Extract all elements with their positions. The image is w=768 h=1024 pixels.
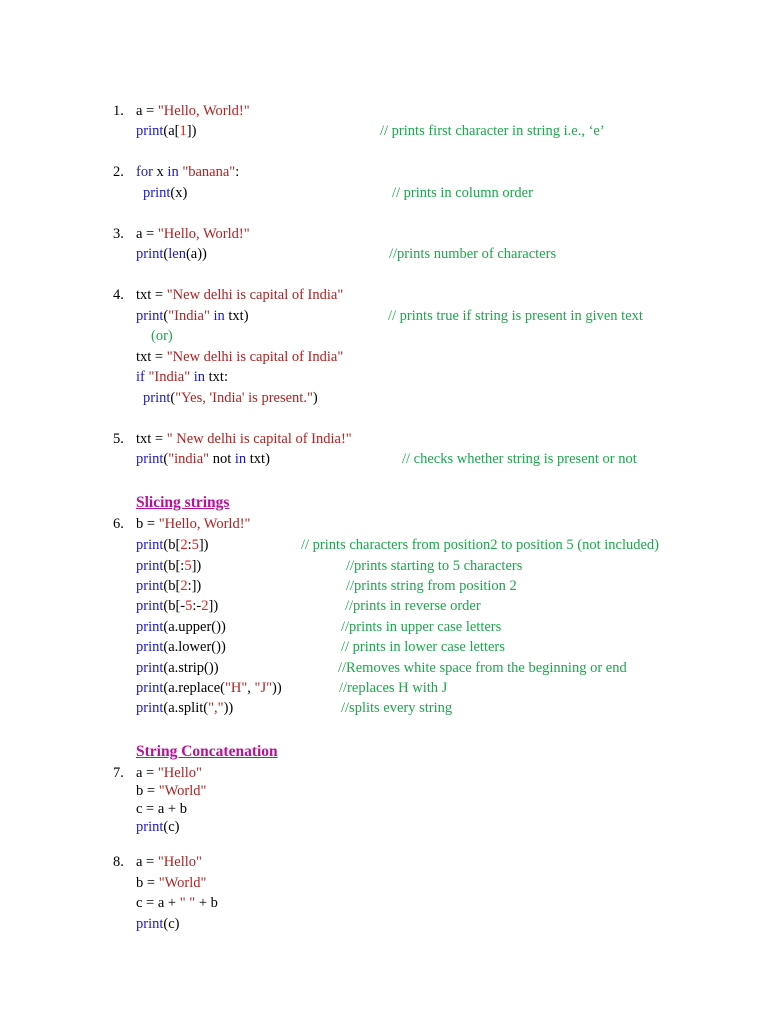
- code-token: (or): [151, 328, 173, 344]
- code-token: "World": [158, 783, 207, 799]
- code-token: print: [136, 308, 164, 324]
- code-line: [136, 853, 202, 871]
- code-token: ): [312, 390, 318, 406]
- code-token: (a.upper()): [163, 619, 226, 635]
- code-token: print: [136, 451, 164, 467]
- code-line: [136, 638, 226, 656]
- code-token: "Hello, World!": [157, 226, 250, 242]
- code-token: print: [143, 390, 171, 406]
- code-token: "H": [224, 680, 248, 696]
- code-comment: //prints in reverse order: [345, 598, 481, 614]
- code-token: in: [213, 308, 225, 324]
- code-token: for: [136, 164, 153, 180]
- code-token: )): [272, 680, 282, 696]
- code-token: ",": [208, 700, 224, 716]
- code-token: " New delhi is capital of India!": [166, 431, 352, 447]
- code-comment: // prints first character in string i.e., ‘e’: [380, 123, 605, 139]
- code-token: print: [136, 639, 164, 655]
- code-token: ]): [208, 598, 219, 614]
- code-token: print: [136, 680, 164, 696]
- section-heading: String Concatenation: [136, 743, 278, 760]
- code-token: print: [136, 660, 164, 676]
- code-token: (c): [163, 819, 180, 835]
- code-token: print: [136, 558, 164, 574]
- code-token: a =: [136, 103, 158, 119]
- code-comment: //prints number of characters: [389, 246, 557, 262]
- code-line: [136, 874, 206, 892]
- code-line: [136, 245, 207, 263]
- code-line: [136, 764, 202, 782]
- code-token: (c): [163, 916, 180, 932]
- code-token: print: [136, 619, 164, 635]
- code-token: print: [136, 700, 164, 716]
- code-token: a =: [136, 226, 158, 242]
- code-token: (a)): [185, 246, 207, 262]
- code-line: [136, 915, 179, 933]
- code-token: (: [163, 308, 169, 324]
- code-token: print: [136, 246, 164, 262]
- item-number: 3.: [113, 226, 124, 242]
- code-line: [136, 307, 249, 325]
- code-token: txt): [246, 451, 270, 467]
- code-token: (a.replace(: [163, 680, 225, 696]
- code-line: [136, 515, 250, 533]
- code-line: [136, 557, 201, 575]
- code-line: [136, 818, 179, 836]
- code-token: 5: [191, 537, 199, 553]
- item-number: 1.: [113, 103, 124, 119]
- code-token: (: [170, 390, 176, 406]
- code-line: [136, 225, 250, 243]
- code-token: ]): [186, 123, 197, 139]
- code-token: "banana": [182, 164, 236, 180]
- code-token: "J": [254, 680, 273, 696]
- item-number: 2.: [113, 164, 124, 180]
- code-token: (b[: [163, 578, 181, 594]
- code-token: in: [193, 369, 206, 385]
- code-comment: // checks whether string is present or not: [402, 451, 637, 467]
- code-token: a =: [136, 765, 158, 781]
- code-token: ]): [198, 537, 209, 553]
- code-line: [136, 618, 226, 636]
- code-line: [151, 327, 173, 345]
- code-token: (x): [170, 185, 188, 201]
- code-line: [136, 699, 233, 717]
- code-token: a =: [136, 854, 158, 870]
- item-number: 6.: [113, 516, 124, 532]
- code-token: :]): [187, 578, 202, 594]
- code-line: [136, 450, 270, 468]
- code-token: c = a +: [136, 895, 180, 911]
- code-line: [136, 122, 196, 140]
- code-token: print: [136, 123, 164, 139]
- code-token: in: [167, 164, 179, 180]
- code-line: [136, 577, 201, 595]
- code-line: [136, 800, 187, 818]
- code-token: txt): [224, 308, 249, 324]
- code-token: not: [209, 451, 235, 467]
- code-token: "Hello": [157, 765, 202, 781]
- code-token: "New delhi is capital of India": [166, 287, 344, 303]
- code-comment: //prints string from position 2: [346, 578, 517, 594]
- code-comment: // prints in column order: [392, 185, 533, 201]
- code-token: "India": [168, 308, 210, 324]
- code-token: b =: [136, 516, 159, 532]
- code-comment: //prints starting to 5 characters: [346, 558, 523, 574]
- code-token: "World": [158, 875, 207, 891]
- code-line: [136, 163, 239, 181]
- code-token: txt =: [136, 431, 167, 447]
- code-token: :-: [192, 598, 202, 614]
- code-token: c = a + b: [136, 801, 187, 817]
- code-token: 2: [201, 598, 209, 614]
- code-token: print: [136, 537, 164, 553]
- code-token: (b[-: [163, 598, 186, 614]
- code-token: txt =: [136, 349, 167, 365]
- code-token: 5: [184, 558, 192, 574]
- code-line: [136, 430, 352, 448]
- section-heading: Slicing strings: [136, 494, 230, 511]
- code-comment: // prints characters from position2 to position 5 (not included): [301, 537, 660, 553]
- code-token: in: [234, 451, 247, 467]
- code-token: ]): [191, 558, 202, 574]
- code-line: [136, 597, 218, 615]
- code-token: (: [163, 246, 169, 262]
- code-comment: //Removes white space from the beginning or end: [338, 660, 627, 676]
- code-token: b =: [136, 875, 159, 891]
- code-token: :: [235, 164, 240, 180]
- code-token: "Hello": [157, 854, 202, 870]
- item-number: 7.: [113, 765, 124, 781]
- code-token: print: [143, 185, 171, 201]
- code-token: x: [152, 164, 168, 180]
- code-token: b =: [136, 783, 159, 799]
- code-comment: //prints in upper case letters: [341, 619, 502, 635]
- code-line: [136, 102, 250, 120]
- code-line: [136, 536, 209, 554]
- code-token: (b[: [163, 537, 181, 553]
- code-token: (a[: [163, 123, 180, 139]
- code-line: [143, 184, 187, 202]
- code-comment: //splits every string: [341, 700, 453, 716]
- code-token: (a.split(: [163, 700, 209, 716]
- code-token: ,: [247, 680, 255, 696]
- code-token: txt:: [205, 369, 228, 385]
- code-token: (: [163, 451, 169, 467]
- code-token: "Hello, World!": [157, 103, 250, 119]
- code-token: "india": [168, 451, 210, 467]
- code-line: [136, 679, 282, 697]
- code-token: (a.strip()): [163, 660, 219, 676]
- code-token: print: [136, 578, 164, 594]
- code-line: [143, 389, 318, 407]
- code-comment: //replaces H with J: [339, 680, 448, 696]
- code-token: "India": [148, 369, 191, 385]
- code-token: if: [136, 369, 145, 385]
- code-token: + b: [195, 895, 218, 911]
- code-token: )): [223, 700, 234, 716]
- code-token: 1: [179, 123, 187, 139]
- code-token: 5: [185, 598, 193, 614]
- item-number: 5.: [113, 431, 124, 447]
- code-token: " ": [179, 895, 196, 911]
- code-token: len: [168, 246, 186, 262]
- code-token: "Yes, 'India' is present.": [175, 390, 313, 406]
- item-number: 4.: [113, 287, 124, 303]
- code-token: "Hello, World!": [158, 516, 251, 532]
- code-token: txt =: [136, 287, 167, 303]
- code-token: print: [136, 916, 164, 932]
- code-line: [136, 659, 219, 677]
- code-line: [136, 368, 228, 386]
- code-line: [136, 894, 218, 912]
- code-line: [136, 286, 343, 304]
- code-comment: // prints true if string is present in given text: [388, 308, 643, 324]
- code-token: 2: [180, 537, 188, 553]
- code-token: print: [136, 598, 164, 614]
- code-line: [136, 782, 206, 800]
- code-token: "New delhi is capital of India": [166, 349, 344, 365]
- code-token: print: [136, 819, 164, 835]
- code-line: [136, 348, 343, 366]
- code-token: :: [187, 537, 192, 553]
- code-comment: // prints in lower case letters: [341, 639, 505, 655]
- code-token: (a.lower()): [163, 639, 226, 655]
- code-token: (b[:: [163, 558, 185, 574]
- item-number: 8.: [113, 854, 124, 870]
- code-token: 2: [180, 578, 188, 594]
